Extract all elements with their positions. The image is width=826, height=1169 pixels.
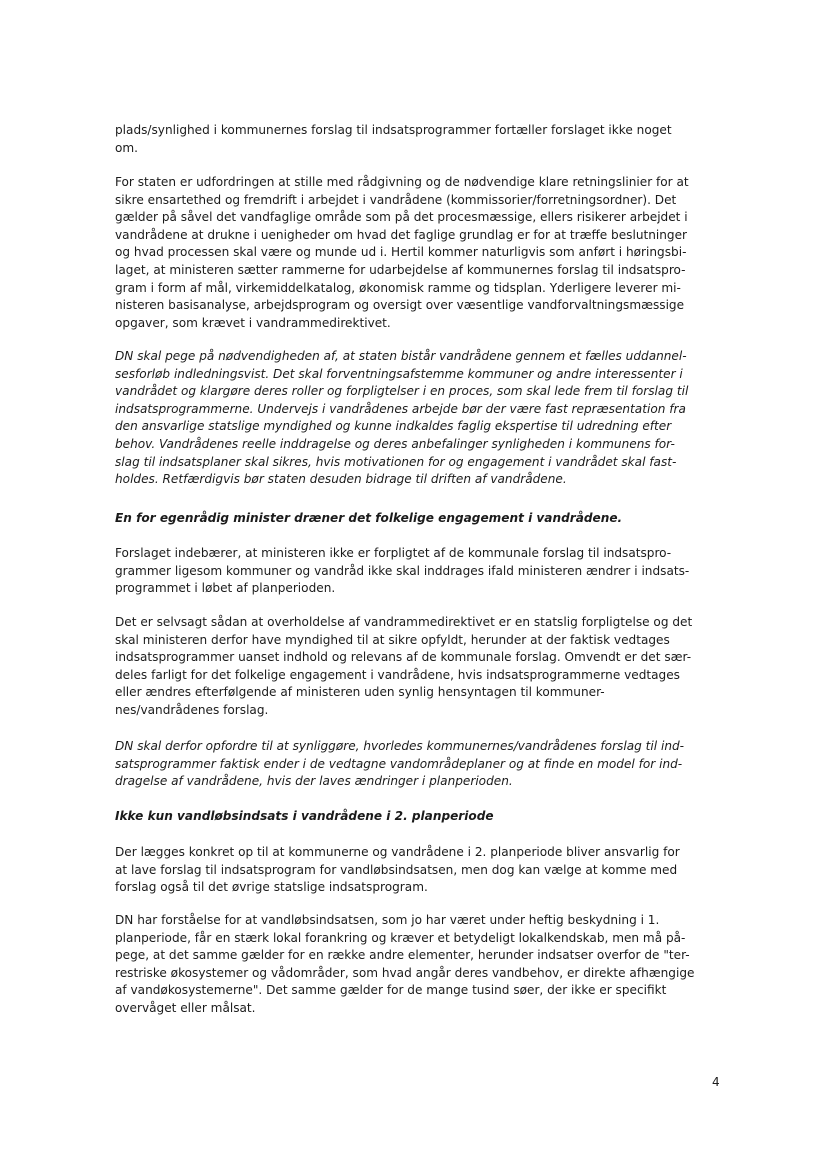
text-line: DN skal derfor opfordre til at synliggøre, hvorledes kommunernes/vandrådenes forslag til ind-: [115, 739, 685, 753]
text-line: planperiode, får en stærk lokal forankring og kræver et betydeligt lokalkendskab, men må på-: [115, 930, 686, 945]
text-line: nisteren basisanalyse, arbejdsprogram og oversigt over væsentlige vandforvaltningsmæssige: [115, 298, 685, 313]
text-line: vandrådene at drukne i uenigheder om hvad det faglige grundlag er for at træffe beslutninger: [115, 227, 688, 242]
text-line: holdes. Retfærdigvis bør staten desuden bidrage til driften af vandrådene.: [115, 472, 567, 487]
text-line: Forslaget indebærer, at ministeren ikke er forpligtet af de kommunale forslag til indsatspro-: [115, 546, 672, 560]
text-line: plads/synlighed i kommunernes forslag til indsatsprogrammer fortæller forslaget ikke noget: [115, 123, 672, 137]
paragraph-1: [115, 122, 672, 157]
paragraph-2: [115, 174, 689, 332]
text-line: Der lægges konkret op til at kommunerne og vandrådene i 2. planperiode bliver ansvarlig for: [115, 845, 680, 859]
text-line: indsatsprogrammer uanset indhold og relevans af de kommunale forslag. Omvendt er det sær-: [115, 650, 692, 665]
section-heading-1: [115, 510, 622, 528]
paragraph-5: [115, 614, 692, 720]
text-line: den ansvarlige statslige myndighed og kunne indkaldes faglig ekspertise til udredning efter: [115, 419, 672, 434]
text-line: DN har forståelse for at vandløbsindsatsen, som jo har været under heftig beskydning i 1.: [115, 913, 660, 927]
text-line: vandrådet og klargøre deres roller og forpligtelser i en proces, som skal lede frem til forslag til: [115, 384, 689, 399]
text-line: satsprogrammer faktisk ender i de vedtagne vandområdeplaner og at finde en model for ind-: [115, 756, 683, 771]
text-line: For staten er udfordringen at stille med rådgivning og de nødvendige klare retningslinier for at: [115, 175, 689, 189]
text-line: dragelse af vandrådene, hvis der laves ændringer i planperioden.: [115, 774, 513, 789]
text-line: at lave forslag til indsatsprogram for vandløbsindsatsen, men dog kan vælge at komme med: [115, 862, 678, 877]
text-line: skal ministeren derfor have myndighed til at sikre opfyldt, herunder at der faktisk vedtages: [115, 632, 670, 647]
text-line: eller ændres efterfølgende af ministeren uden synlig hensyntagen til kommuner-: [115, 685, 605, 700]
section-heading-2: [115, 808, 494, 826]
text-line: slag til indsatsplaner skal sikres, hvis motivationen for og engagement i vandrådet skal fast-: [115, 454, 677, 469]
text-line: laget, at ministeren sætter rammerne for udarbejdelse af kommunernes forslag til indsatspro-: [115, 262, 686, 277]
text-line: om.: [115, 140, 139, 155]
text-line: deles farligt for det folkelige engagement i vandrådene, hvis indsatsprogrammerne vedtages: [115, 667, 680, 682]
paragraph-7: [115, 844, 680, 897]
paragraph-4: [115, 545, 689, 598]
paragraph-8: [115, 912, 694, 1018]
text-line: restriske økosystemer og vådområder, som hvad angår deres vandbehov, er direkte afhængige: [115, 965, 695, 980]
paragraph-3-italic: [115, 348, 688, 489]
text-line: sikre ensartethed og fremdrift i arbejdet i vandrådene (kommissorier/forretningsordner). Det: [115, 192, 677, 207]
text-line: gram i form af mål, virkemiddelkatalog, økonomisk ramme og tidsplan. Yderligere leverer mi-: [115, 280, 681, 295]
text-line: grammer ligesom kommuner og vandråd ikke skal inddrages ifald ministeren ændrer i indsats-: [115, 563, 690, 578]
text-line: gælder på såvel det vandfaglige område som på det procesmæssige, ellers risikerer arbejdet i: [115, 210, 688, 225]
text-line: En for egenrådig minister dræner det folkelige engagement i vandrådene.: [115, 511, 623, 525]
text-line: af vandøkosystemerne". Det samme gælder for de mange tusind søer, der ikke er specifikt: [115, 983, 667, 998]
text-line: og hvad processen skal være og munde ud i. Hertil kommer naturligvis som anført i høringsbi-: [115, 245, 687, 260]
text-line: Det er selvsagt sådan at overholdelse af vandrammedirektivet er en statslig forpligtelse og det: [115, 615, 693, 629]
text-line: forslag også til det øvrige statslige indsatsprogram.: [115, 880, 428, 895]
text-line: pege, at det samme gælder for en række andre elementer, herunder indsatser overfor de "ter-: [115, 948, 690, 963]
text-line: programmet i løbet af planperioden.: [115, 581, 336, 596]
paragraph-6-italic: [115, 738, 684, 791]
text-line: DN skal pege på nødvendigheden af, at staten bistår vandrådene gennem et fælles uddannel-: [115, 349, 687, 363]
text-line: Ikke kun vandløbsindsats i vandrådene i 2. planperiode: [115, 809, 494, 823]
text-line: sesforløb indledningsvist. Det skal forventningsafstemme kommuner og andre interessenter i: [115, 366, 683, 381]
text-line: opgaver, som krævet i vandrammedirektivet.: [115, 315, 391, 330]
text-line: indsatsprogrammerne. Undervejs i vandrådenes arbejde bør der være fast repræsentation fra: [115, 401, 686, 416]
text-line: nes/vandrådenes forslag.: [115, 702, 269, 717]
page-number: 4: [712, 1075, 720, 1089]
text-line: behov. Vandrådenes reelle inddragelse og deres anbefalinger synligheden i kommunens for-: [115, 436, 675, 451]
text-line: overvåget eller målsat.: [115, 1000, 256, 1015]
